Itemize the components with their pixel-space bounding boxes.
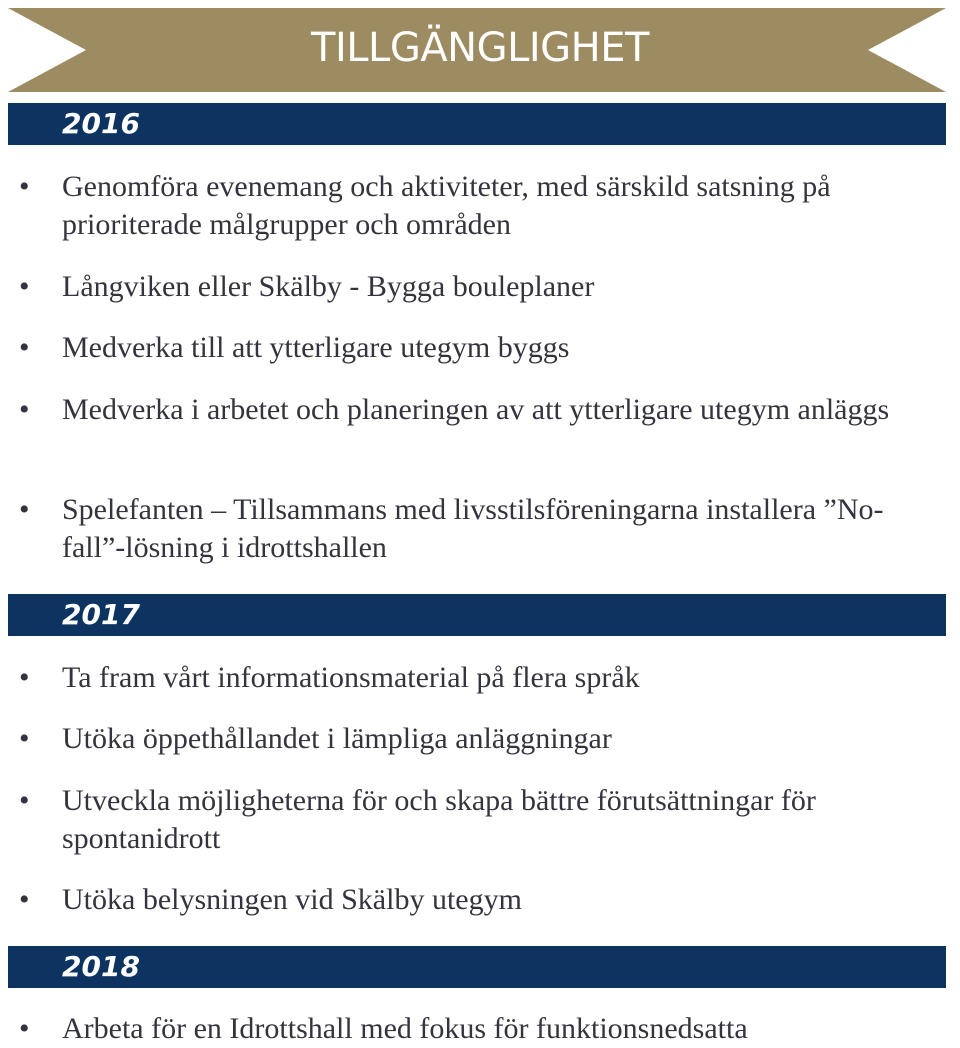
bullet: • — [19, 270, 30, 303]
list-item-text: Utveckla möjligheterna för och skapa bättre förutsättningar för spontanidrott — [62, 784, 816, 855]
list-item-text: Långviken eller Skälby - Bygga bouleplaner — [62, 270, 595, 303]
list-item-text: Medverka till att ytterligare utegym byggs — [62, 331, 570, 364]
page-title: TILLGÄNGLIGHET — [311, 25, 649, 71]
list-item-text: Genomföra evenemang och aktiviteter, med särskild satsning på prioriterade målgrupper och områden — [62, 170, 831, 241]
year-label: 2018 — [62, 950, 140, 983]
bullet: • — [19, 170, 30, 203]
bullet: • — [19, 661, 30, 694]
year-header-2017 — [8, 594, 946, 636]
list-item-text: Medverka i arbetet och planeringen av att ytterligare utegym anläggs — [62, 393, 890, 426]
list-item-text: Spelefanten – Tillsammans med livsstilsföreningarna installera ”No-fall”-lösning i idrottshallen — [62, 493, 884, 564]
bullet: • — [19, 393, 30, 426]
year-header-2016 — [8, 103, 946, 145]
list-item-text: Ta fram vårt informationsmaterial på flera språk — [62, 661, 640, 694]
bullet: • — [19, 331, 30, 364]
year-label: 2016 — [62, 107, 140, 140]
bullet: • — [19, 784, 30, 817]
list-item-text: Arbeta för en Idrottshall med fokus för funktionsnedsatta — [62, 1012, 748, 1045]
list-item-text: Utöka öppethållandet i lämpliga anläggningar — [62, 722, 612, 755]
year-header-2018 — [8, 946, 946, 988]
title-banner — [0, 0, 960, 96]
bullet: • — [19, 493, 30, 526]
bullet: • — [19, 883, 30, 916]
list-item-text: Utöka belysningen vid Skälby utegym — [62, 883, 522, 916]
bullet: • — [19, 1012, 30, 1045]
year-label: 2017 — [62, 598, 140, 631]
bullet: • — [19, 722, 30, 755]
